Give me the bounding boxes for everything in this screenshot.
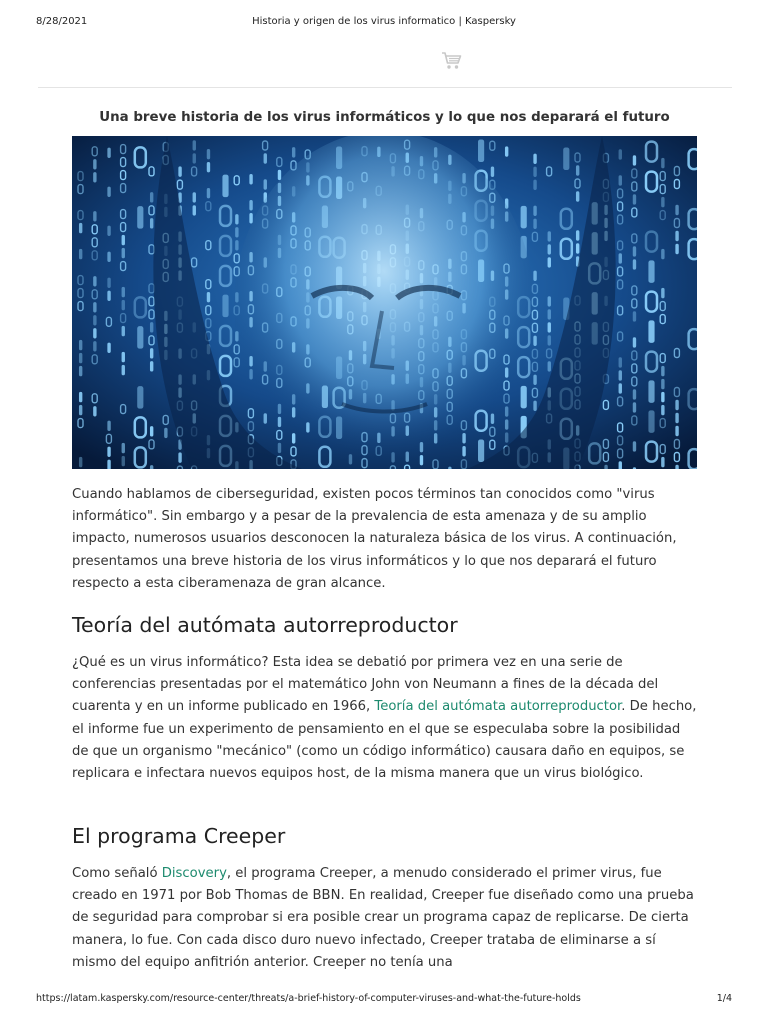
header-divider	[38, 87, 732, 88]
print-date: 8/28/2021	[36, 16, 88, 27]
shopping-cart-icon[interactable]	[441, 51, 463, 71]
section-paragraph-automata	[72, 652, 697, 785]
print-url: https://latam.kaspersky.com/resource-center/threats/a-brief-history-of-computer-viruses-and-what-the-future-holds	[36, 993, 581, 1004]
hero-image	[72, 136, 697, 469]
automata-theory-link[interactable]: Teoría del autómata autorreproductor	[374, 699, 622, 715]
print-header	[36, 16, 732, 30]
section-heading-automata: Teoría del autómata autorreproductor	[72, 613, 458, 637]
binary-code-face-illustration	[72, 136, 697, 469]
discovery-link[interactable]: Discovery	[161, 866, 227, 881]
paragraph-text: Como señaló	[72, 866, 162, 881]
paragraph-text: , el programa Creeper, a menudo considerado el primer virus, fue creado en 1971 por Bob Thomas de BBN. En realidad, Creeper fue diseñado como una prueba de seguridad para comprobar si era posible crear un programa capaz de replicarse. De cierta manera, lo fue. Con cada disco duro nuevo infectado, Creeper trataba de eliminarse a sí mismo del equipo anfitrión anterior. Creeper no tenía una	[72, 866, 694, 970]
intro-paragraph: Cuando hablamos de ciberseguridad, existen pocos términos tan conocidos como "virus informático". Sin embargo y a pesar de la prevalencia de esta amenaza y de su amplio impacto, numerosos usuarios desconocen la naturaleza básica de los virus. A continuación, presentamos una breve historia de los virus informáticos y lo que nos deparará el futuro respecto a esta ciberamenaza de gran alcance.	[72, 487, 677, 591]
article-heading: Una breve historia de los virus informáticos y lo que nos deparará el futuro	[99, 110, 670, 125]
section-paragraph-creeper	[72, 863, 697, 974]
paragraph-text: . De hecho, el informe fue un experimento de pensamiento en el que se especulaba sobre la posibilidad de que un organismo "mecánico" (como un código informático) causara daño en equipos, se replicara e infectara nuevos equipos host, de la misma manera que un virus biológico.	[72, 699, 697, 782]
paragraph-text: ¿Qué es un virus informático? Esta idea se debatió por primera vez en una serie de conferencias presentadas por el matemático John von Neumann a fines de la década del cuarenta y en un informe publicado en 1966,	[72, 655, 659, 715]
section-heading-creeper: El programa Creeper	[72, 824, 286, 848]
print-page-title: Historia y origen de los virus informatico | Kaspersky	[252, 16, 516, 27]
print-footer	[36, 993, 732, 1007]
page-number: 1/4	[716, 993, 732, 1004]
